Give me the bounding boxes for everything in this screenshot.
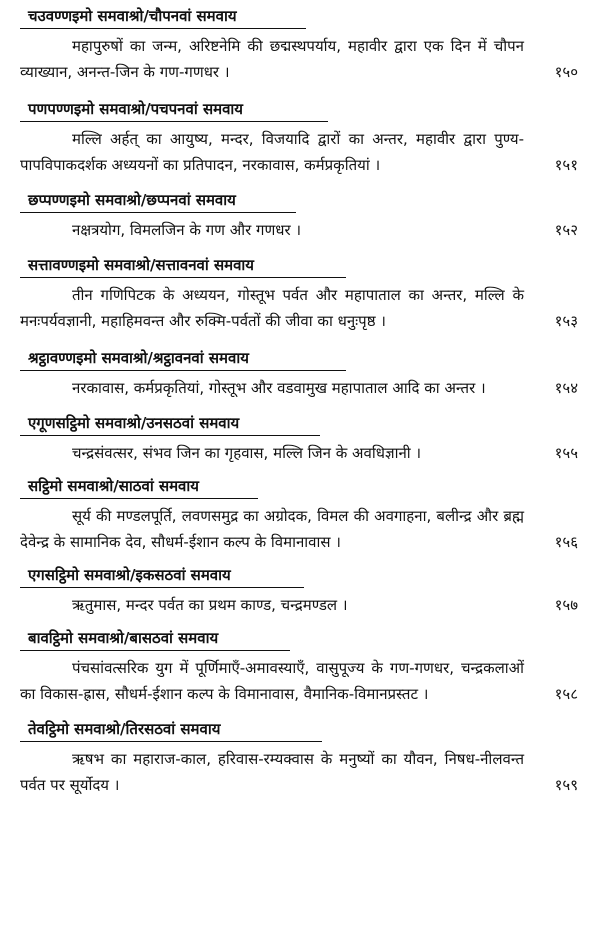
section-heading: एगूणसट्ठिमो समवाश्रो/उनसठवां समवाय xyxy=(20,413,320,436)
section-58 xyxy=(20,348,586,401)
page-number: १५६ xyxy=(554,533,578,551)
section-body: ऋषभ का महाराज-काल, हरिवास-रम्यक्वास के मनुष्यों का यौवन, निषध-नीलवन्त पर्वत पर सूर्योदय । xyxy=(20,750,524,794)
section-body: नक्षत्रयोग, विमलजिन के गण और गणधर । xyxy=(72,221,302,239)
section-body: चन्द्रसंवत्सर, संभव जिन का गृहवास, मल्लि जिन के अवधिज्ञानी । xyxy=(72,444,422,462)
section-heading: सट्ठिमो समवाश्रो/साठवां समवाय xyxy=(20,476,258,499)
section-63 xyxy=(20,719,586,798)
page-number: १५४ xyxy=(554,379,578,397)
section-body: पंचसांवत्सरिक युग में पूर्णिमाएँ-अमावस्याएँ, वासुपूज्य के गण-गणधर, चन्द्रकलाओं का विकास-ह्रास, सौधर्म-ईशान कल्प के विमानावास, वैमानिक-विमानप्रस्तट । xyxy=(20,659,524,703)
section-body: महापुरुषों का जन्म, अरिष्टनेमि की छद्मस्थपर्याय, महावीर द्वारा एक दिन में चौपन व्याख्यान, अनन्त-जिन के गण-गणधर । xyxy=(20,37,524,81)
section-heading: सत्तावण्णइमो समवाश्रो/सत्तावनवां समवाय xyxy=(20,255,346,278)
section-62 xyxy=(20,628,586,707)
section-heading: बावट्ठिमो समवाश्रो/बासठवां समवाय xyxy=(20,628,290,651)
section-57 xyxy=(20,255,586,334)
section-heading: छप्पण्णइमो समवाश्रो/छप्पनवां समवाय xyxy=(20,190,296,213)
page-number: १५८ xyxy=(554,685,578,703)
page-number: १५३ xyxy=(554,312,578,330)
document-page xyxy=(0,6,600,950)
section-heading: एगसट्ठिमो समवाश्रो/इकसठवां समवाय xyxy=(20,565,304,588)
section-body: सूर्य की मण्डलपूर्ति, लवणसमुद्र का अग्रोदक, विमल की अवगाहना, बलीन्द्र और ब्रह्म देवेन्द्र के सामानिक देव, सौधर्म-ईशान कल्प के विमानावास । xyxy=(20,507,524,551)
section-body: ऋतुमास, मन्दर पर्वत का प्रथम काण्ड, चन्द्रमण्डल । xyxy=(72,596,348,614)
section-56 xyxy=(20,190,586,243)
section-heading: श्रट्ठावण्णइमो समवाश्रो/श्रट्ठावनवां समवाय xyxy=(20,348,346,371)
section-54 xyxy=(20,6,586,85)
page-number: १५५ xyxy=(554,444,578,462)
page-number: १५२ xyxy=(554,221,578,239)
page-number: १५७ xyxy=(554,596,578,614)
section-heading: तेवट्ठिमो समवाश्रो/तिरसठवां समवाय xyxy=(20,719,322,742)
section-heading: चउवण्णइमो समवाश्रो/चौपनवां समवाय xyxy=(20,6,306,29)
section-heading: पणपण्णइमो समवाश्रो/पचपनवां समवाय xyxy=(20,99,328,122)
section-body: नरकावास, कर्मप्रकृतियां, गोस्तूभ और वडवामुख महापाताल आदि का अन्तर । xyxy=(72,379,486,397)
page-number: १५९ xyxy=(554,776,578,794)
section-body: मल्लि अर्हत् का आयुष्य, मन्दर, विजयादि द्वारों का अन्तर, महावीर द्वारा पुण्य-पापविपाकदर्शक अध्ययनों का प्रतिपादन, नरकावास, कर्मप्रकृतियां । xyxy=(20,130,524,174)
page-number: १५१ xyxy=(554,156,578,174)
section-body: तीन गणिपिटक के अध्ययन, गोस्तूभ पर्वत और महापाताल का अन्तर, मल्लि के मनःपर्यवज्ञानी, महाहिमवन्त और रुक्मि-पर्वतों की जीवा का धनुःपृष्ठ । xyxy=(20,286,524,330)
page-number: १५० xyxy=(554,63,578,81)
section-61 xyxy=(20,565,586,618)
section-59 xyxy=(20,413,586,466)
section-55 xyxy=(20,99,586,178)
section-60 xyxy=(20,476,586,555)
